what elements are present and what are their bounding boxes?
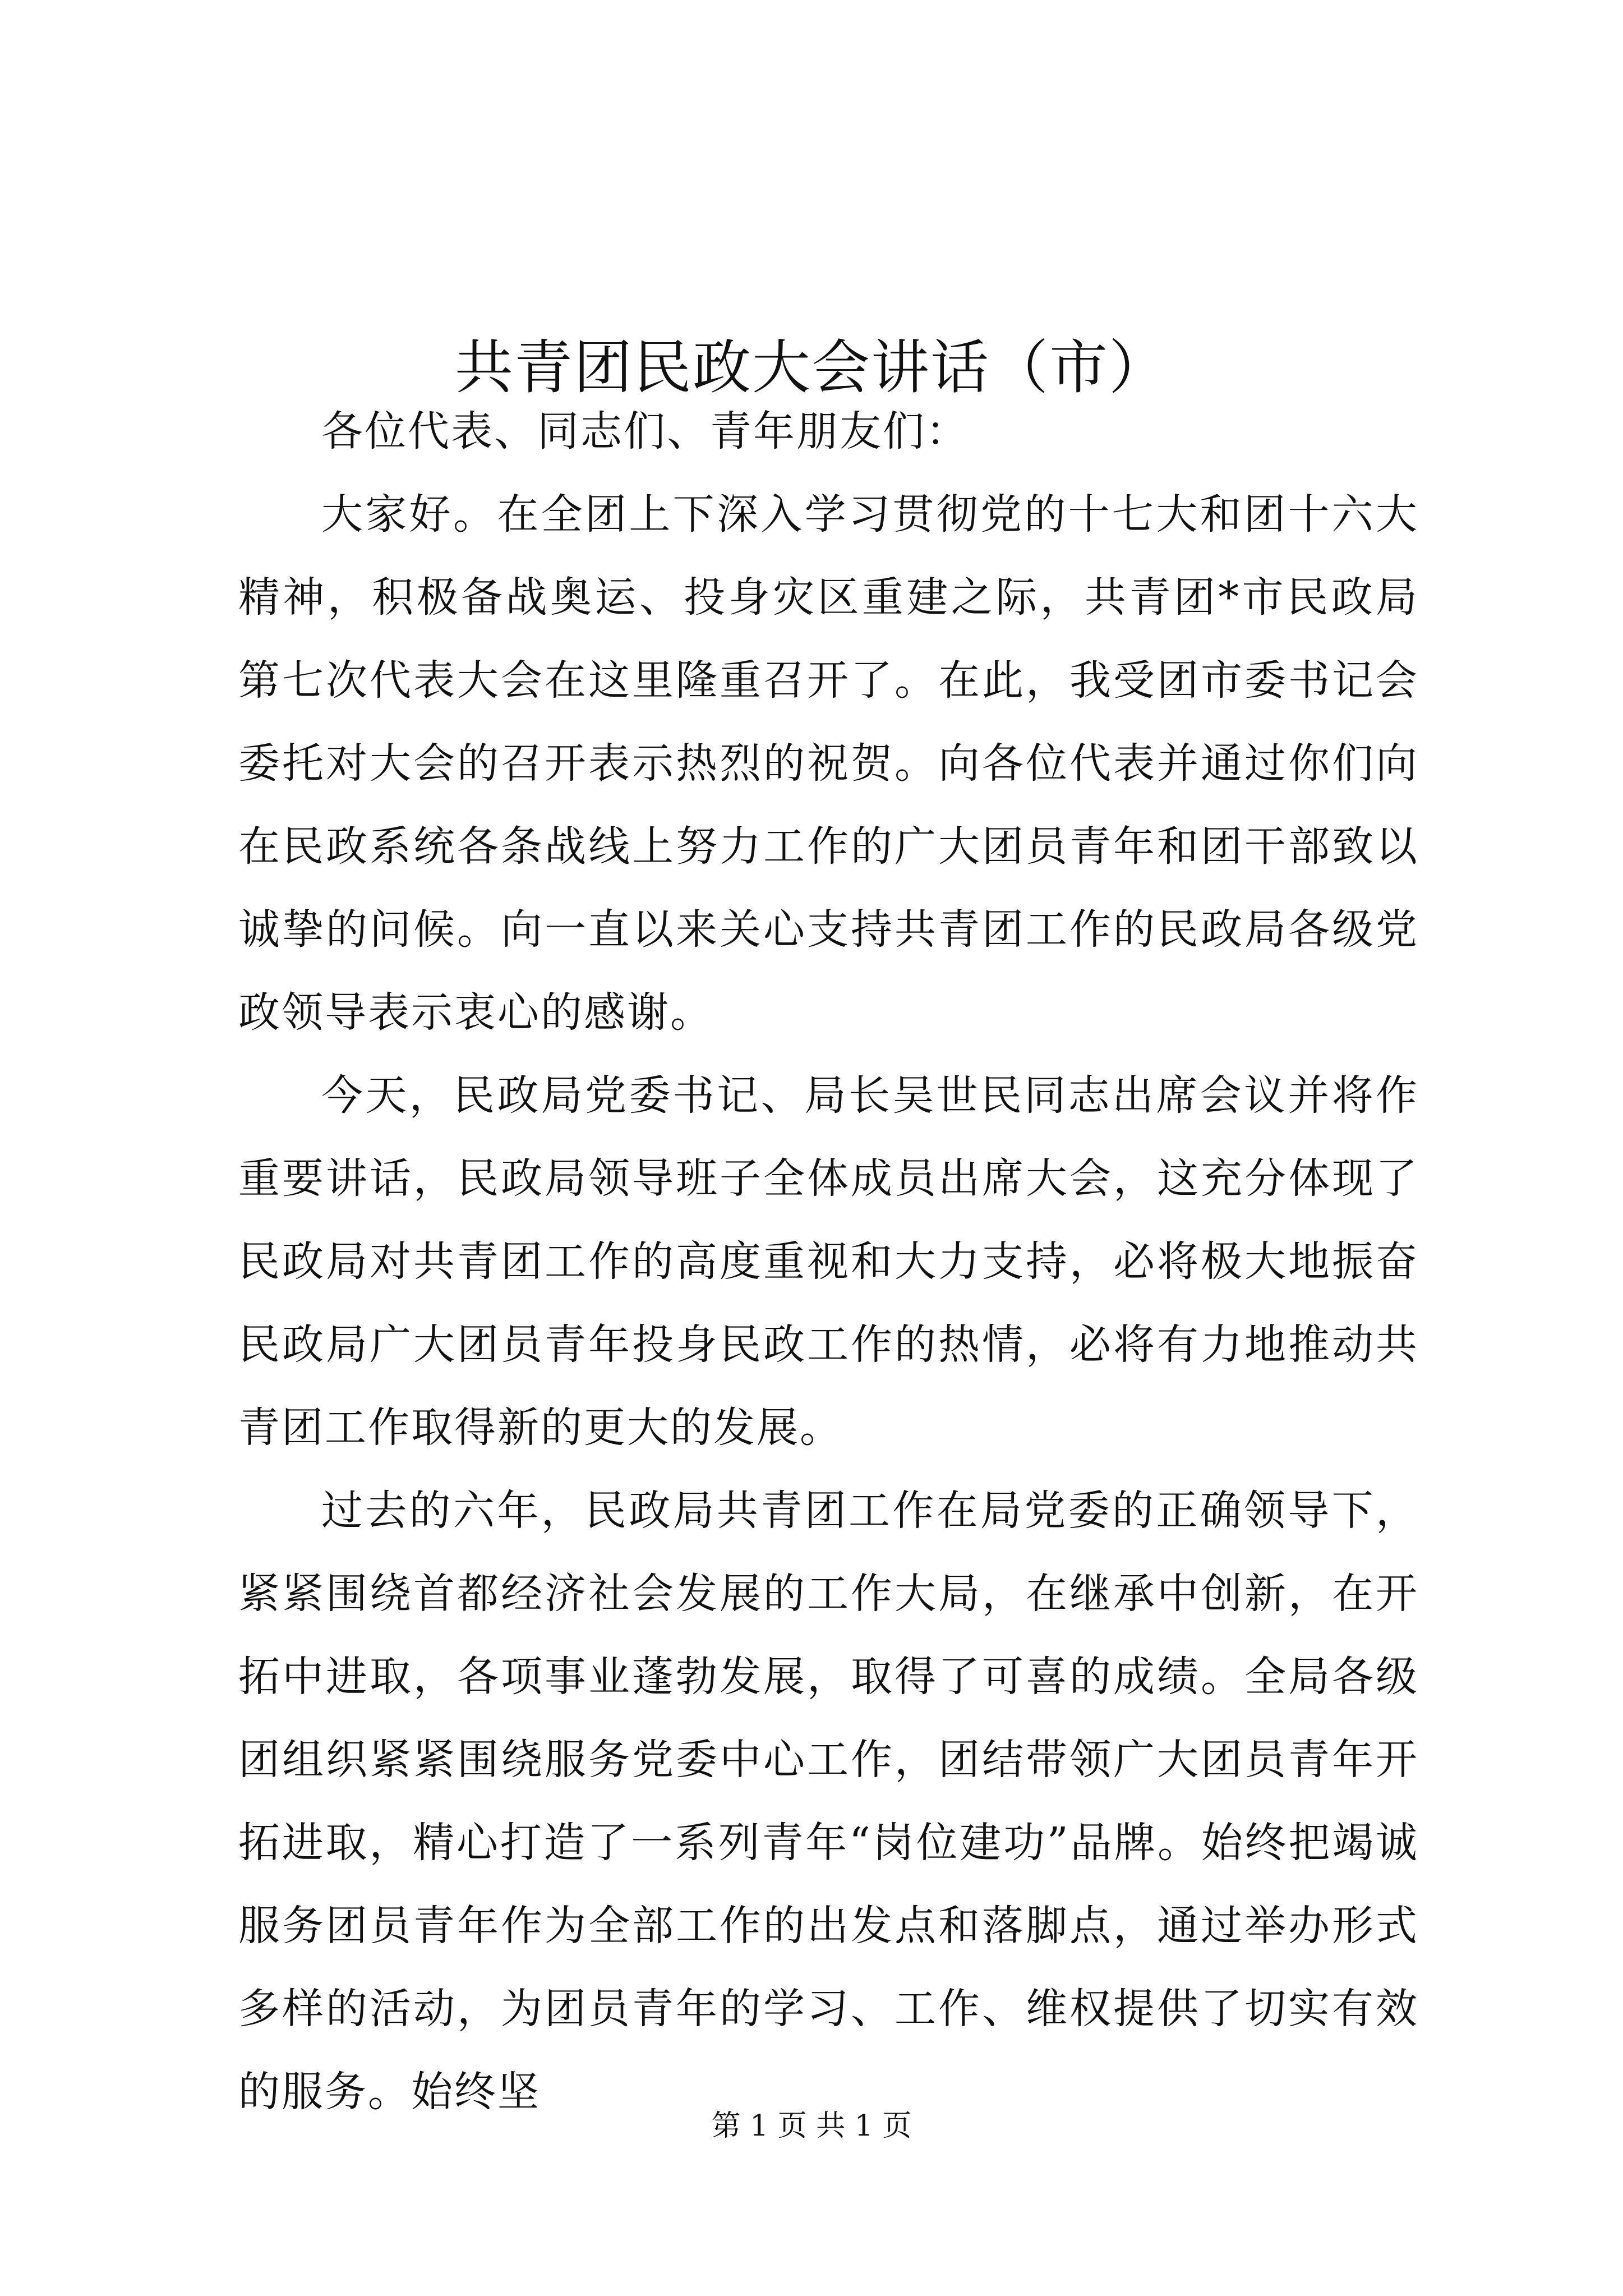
body-paragraph: 今天，民政局党委书记、局长吴世民同志出席会议并将作重要讲话，民政局领导班子全体成员出席大会，这充分体现了民政局对共青团工作的高度重视和大力支持，必将极大地振奋民政局广大团员青年投身民政工作的热情，必将有力地推动共青团工作取得新的更大的发展。 bbox=[238, 1071, 1419, 1452]
salutation-paragraph: 各位代表、同志们、青年朋友们： bbox=[321, 407, 969, 455]
body-paragraph: 大家好。在全团上下深入学习贯彻党的十七大和团十六大精神，积极备战奥运、投身灾区重建之际，共青团*市民政局第七次代表大会在这里隆重召开了。在此，我受团市委书记会委托对大会的召开表示热烈的祝贺。向各位代表并通过你们向在民政系统各条战线上努力工作的广大团员青年和团干部致以诚挚的问候。向一直以来关心支持共青团工作的民政局各级党政领导表示衷心的感谢。 bbox=[238, 490, 1419, 1037]
document-title: 共青团民政大会讲话（市） bbox=[454, 333, 1168, 402]
page-footer: 第 1 页 共 1 页 bbox=[711, 2109, 912, 2143]
document-body bbox=[238, 390, 1419, 2133]
body-paragraph: 过去的六年，民政局共青团工作在局党委的正确领导下，紧紧围绕首都经济社会发展的工作大局，在继承中创新，在开拓中进取，各项事业蓬勃发展，取得了可喜的成绩。全局各级团组织紧紧围绕服务党委中心工作，团结带领广大团员青年开拓进取，精心打造了一系列青年“岗位建功”品牌。始终把竭诚服务团员青年作为全部工作的出发点和落脚点，通过举办形式多样的活动，为团员青年的学习、工作、维权提供了切实有效的服务。始终坚 bbox=[238, 1487, 1419, 2116]
